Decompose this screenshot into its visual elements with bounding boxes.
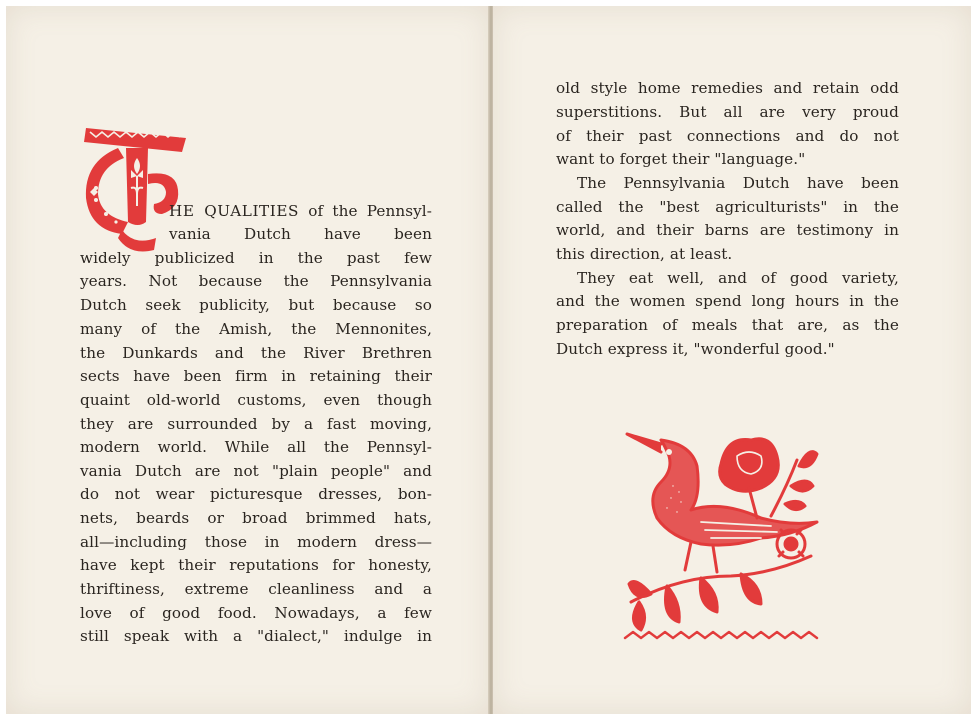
text-line	[169, 201, 432, 221]
text-line: thriftiness, extreme cleanliness and a	[80, 580, 432, 598]
folk-bird-illustration	[621, 426, 831, 648]
text-line: sects have been firm in retaining their	[80, 367, 432, 385]
text-line: quaint old-world customs, even though	[80, 391, 432, 409]
text-line: world, and their barns are testimony in	[556, 221, 899, 239]
text-line: have kept their reputations for honesty,	[80, 556, 432, 574]
text-line: still speak with a "dialect," indulge in	[80, 627, 432, 645]
text-line: widely publicized in the past few	[80, 249, 432, 267]
small-caps-lead: HE QUALITIES	[169, 202, 300, 220]
text-line: Dutch express it, "wonderful good."	[556, 340, 835, 358]
left-page	[6, 6, 490, 714]
text-line: the Dunkards and the River Brethren	[80, 344, 432, 362]
text-line: The Pennsylvania Dutch have been	[577, 174, 899, 192]
text-line: they are surrounded by a fast moving,	[80, 415, 432, 433]
text-line: superstitions. But all are very proud	[556, 103, 899, 121]
text-line: nets, beards or broad brimmed hats,	[80, 509, 432, 527]
text-line: want to forget their "language."	[556, 150, 806, 168]
text-line: many of the Amish, the Mennonites,	[80, 320, 432, 338]
text-line: of their past connections and do not	[556, 127, 899, 145]
right-page	[493, 6, 971, 714]
text-line: vania Dutch have been	[169, 225, 432, 243]
text-line: love of good food. Nowadays, a few	[80, 604, 432, 622]
text-line: and the women spend long hours in the	[556, 292, 899, 310]
text-line: preparation of meals that are, as the	[556, 316, 899, 334]
text-line: modern world. While all the Pennsyl-	[80, 438, 432, 456]
text-line: do not wear picturesque dresses, bon-	[80, 485, 432, 503]
text-line: old style home remedies and retain odd	[556, 79, 899, 97]
text-line: vania Dutch are not "plain people" and	[80, 462, 432, 480]
text-line: this direction, at least.	[556, 245, 733, 263]
text-line: Dutch seek publicity, but because so	[80, 296, 432, 314]
text-line: called the "best agriculturists" in the	[556, 198, 899, 216]
text-line: all—including those in modern dress—	[80, 533, 432, 551]
text-line: They eat well, and of good variety,	[577, 269, 899, 287]
text-line: years. Not because the Pennsylvania	[80, 272, 432, 290]
text-line-rest: of the Pennsyl-	[299, 202, 432, 220]
